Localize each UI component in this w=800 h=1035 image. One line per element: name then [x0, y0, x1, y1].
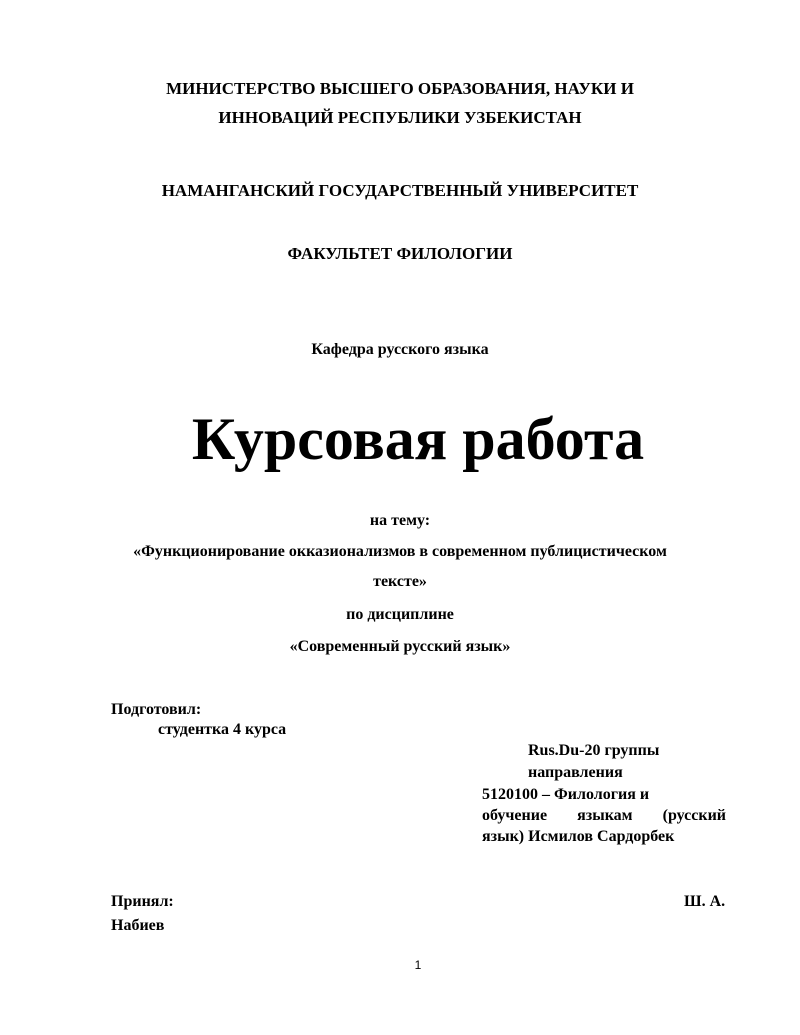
discipline-name: «Современный русский язык» — [289, 638, 511, 655]
document-title: Курсовая работа — [191, 406, 645, 472]
department-heading: Кафедра русского языка — [311, 341, 489, 358]
ministry-line-1: МИНИСТЕРСТВО ВЫСШЕГО ОБРАЗОВАНИЯ, НАУКИ И — [166, 79, 634, 98]
topic-line-1: «Функционирование окказионализмов в современном публицистическом — [133, 543, 667, 560]
accepted-by-label: Принял: — [111, 893, 174, 910]
university-heading: НАМАНГАНСКИЙ ГОСУДАРСТВЕННЫЙ УНИВЕРСИТЕТ — [161, 181, 639, 200]
faculty-heading: ФАКУЛЬТЕТ ФИЛОЛОГИИ — [287, 244, 513, 263]
on-topic-label: на тему: — [369, 512, 431, 529]
reviewer-surname: Набиев — [111, 917, 165, 934]
specialization-line-3: язык) Исмилов Сардорбек — [482, 828, 675, 845]
ministry-heading — [0, 74, 800, 132]
direction-label: направления — [528, 764, 623, 781]
ministry-line-2: ИННОВАЦИЙ РЕСПУБЛИКИ УЗБЕКИСТАН — [218, 108, 582, 127]
specialization-block — [482, 784, 726, 847]
reviewer-initials: Ш. А. — [684, 893, 726, 910]
specialization-line-2: обучение языкам (русский — [482, 807, 726, 824]
student-course: студентка 4 курса — [158, 721, 287, 738]
by-discipline-label: по дисциплине — [346, 606, 454, 623]
specialization-line-1: 5120100 – Филология и — [482, 786, 650, 803]
topic-line-2: тексте» — [373, 573, 427, 590]
page-number: 1 — [414, 958, 422, 972]
prepared-by-label: Подготовил: — [111, 701, 202, 718]
student-group: Rus.Du-20 группы — [528, 742, 660, 759]
